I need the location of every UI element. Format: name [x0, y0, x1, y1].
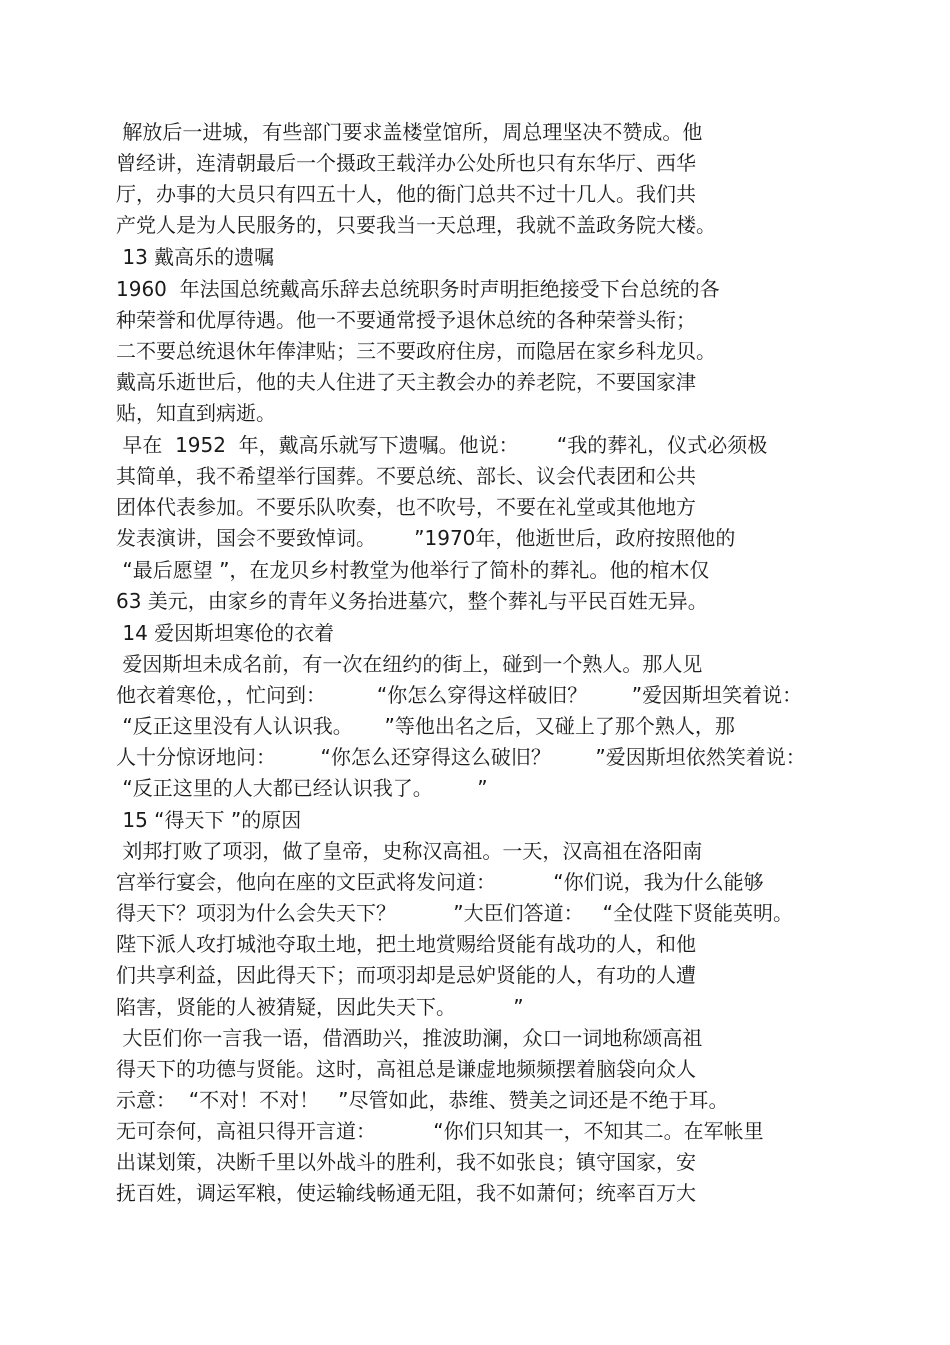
text-line: 1960 年法国总统戴高乐辞去总统职务时声明拒绝接受下台总统的各	[116, 277, 720, 301]
text-line: 种荣誉和优厚待遇。他一不要通常授予退休总统的各种荣誉头衔；	[116, 308, 696, 332]
text-line: 他衣着寒伧，，忙问到： “你怎么穿得这样破旧？ ”爱因斯坦笑着说：	[116, 683, 803, 707]
text-line: “反正这里没有人认识我。 ”等他出名之后，又碰上了那个熟人，那	[116, 714, 735, 738]
text-line: 解放后一进城，有些部门要求盖楼堂馆所，周总理坚决不赞成。他	[116, 120, 703, 144]
text-line: 曾经讲，连清朝最后一个摄政王载洋办公处所也只有东华厅、西华	[116, 151, 696, 175]
text-line: 宫举行宴会，他向在座的文臣武将发问道： “你们说，我为什么能够	[116, 870, 764, 894]
text-line: 戴高乐逝世后，他的夫人住进了天主教会办的养老院，不要国家津	[116, 370, 696, 394]
text-line: 人十分惊讶地问： “你怎么还穿得这么破旧？ ”爱因斯坦依然笑着说：	[116, 745, 806, 769]
text-line: 出谋划策，决断千里以外战斗的胜利，我不如张良；镇守国家，安	[116, 1150, 696, 1174]
text-line: 大臣们你一言我一语，借酒助兴，推波助澜，众口一词地称颂高祖	[116, 1026, 703, 1050]
text-line: 们共享利益，因此得天下；而项羽却是忌妒贤能的人，有功的人遭	[116, 963, 696, 987]
text-line: “反正这里的人大都已经认识我了。 ”	[116, 776, 488, 800]
text-line: 厅，办事的大员只有四五十人，他的衙门总共不过十几人。我们共	[116, 182, 696, 206]
text-line: 爱因斯坦未成名前，有一次在纽约的街上，碰到一个熟人。那人见	[116, 652, 703, 676]
text-line: 无可奈何，高祖只得开言道： “你们只知其一，不知其二。在军帐里	[116, 1119, 764, 1143]
text-line: 抚百姓，调运军粮，使运输线畅通无阻，我不如萧何；统率百万大	[116, 1181, 696, 1205]
text-line: “最后愿望 ”，在龙贝乡村教堂为他举行了简朴的葬礼。他的棺木仅	[116, 558, 710, 582]
text-line: 早在 1952 年，戴高乐就写下遗嘱。他说： “我的葬礼，仪式必须极	[116, 433, 768, 457]
text-line: 示意： “不对！不对！ ”尽管如此，恭维、赞美之词还是不绝于耳。	[116, 1088, 729, 1112]
text-line: 陛下派人攻打城池夺取土地，把土地赏赐给贤能有战功的人，和他	[116, 932, 696, 956]
text-line: 刘邦打败了项羽，做了皇帝，史称汉高祖。一天，汉高祖在洛阳南	[116, 839, 703, 863]
text-line: 63 美元，由家乡的青年义务抬进墓穴，整个葬礼与平民百姓无异。	[116, 589, 708, 613]
section-heading: 15 “得天下 ”的原因	[116, 808, 302, 832]
text-line: 其简单，我不希望举行国葬。不要总统、部长、议会代表团和公共	[116, 464, 696, 488]
text-line: 得天下？项羽为什么会失天下？ ”大臣们答道： “全仗陛下贤能英明。	[116, 901, 794, 925]
text-line: 发表演讲，国会不要致悼词。 ”1970年，他逝世后，政府按照他的	[116, 526, 736, 550]
section-heading: 14 爱因斯坦寒伧的衣着	[116, 621, 335, 645]
section-heading: 13 戴高乐的遗嘱	[116, 245, 275, 269]
text-line: 团体代表参加。不要乐队吹奏，也不吹号，不要在礼堂或其他地方	[116, 495, 696, 519]
text-line: 得天下的功德与贤能。这时，高祖总是谦虚地频频摆着脑袋向众人	[116, 1057, 696, 1081]
text-line: 二不要总统退休年俸津贴；三不要政府住房，而隐居在家乡科龙贝。	[116, 339, 716, 363]
text-line: 陷害，贤能的人被猜疑，因此失天下。 ”	[116, 995, 524, 1019]
text-line: 产党人是为人民服务的，只要我当一天总理，我就不盖政务院大楼。	[116, 213, 716, 237]
text-line: 贴，知直到病逝。	[116, 401, 276, 425]
